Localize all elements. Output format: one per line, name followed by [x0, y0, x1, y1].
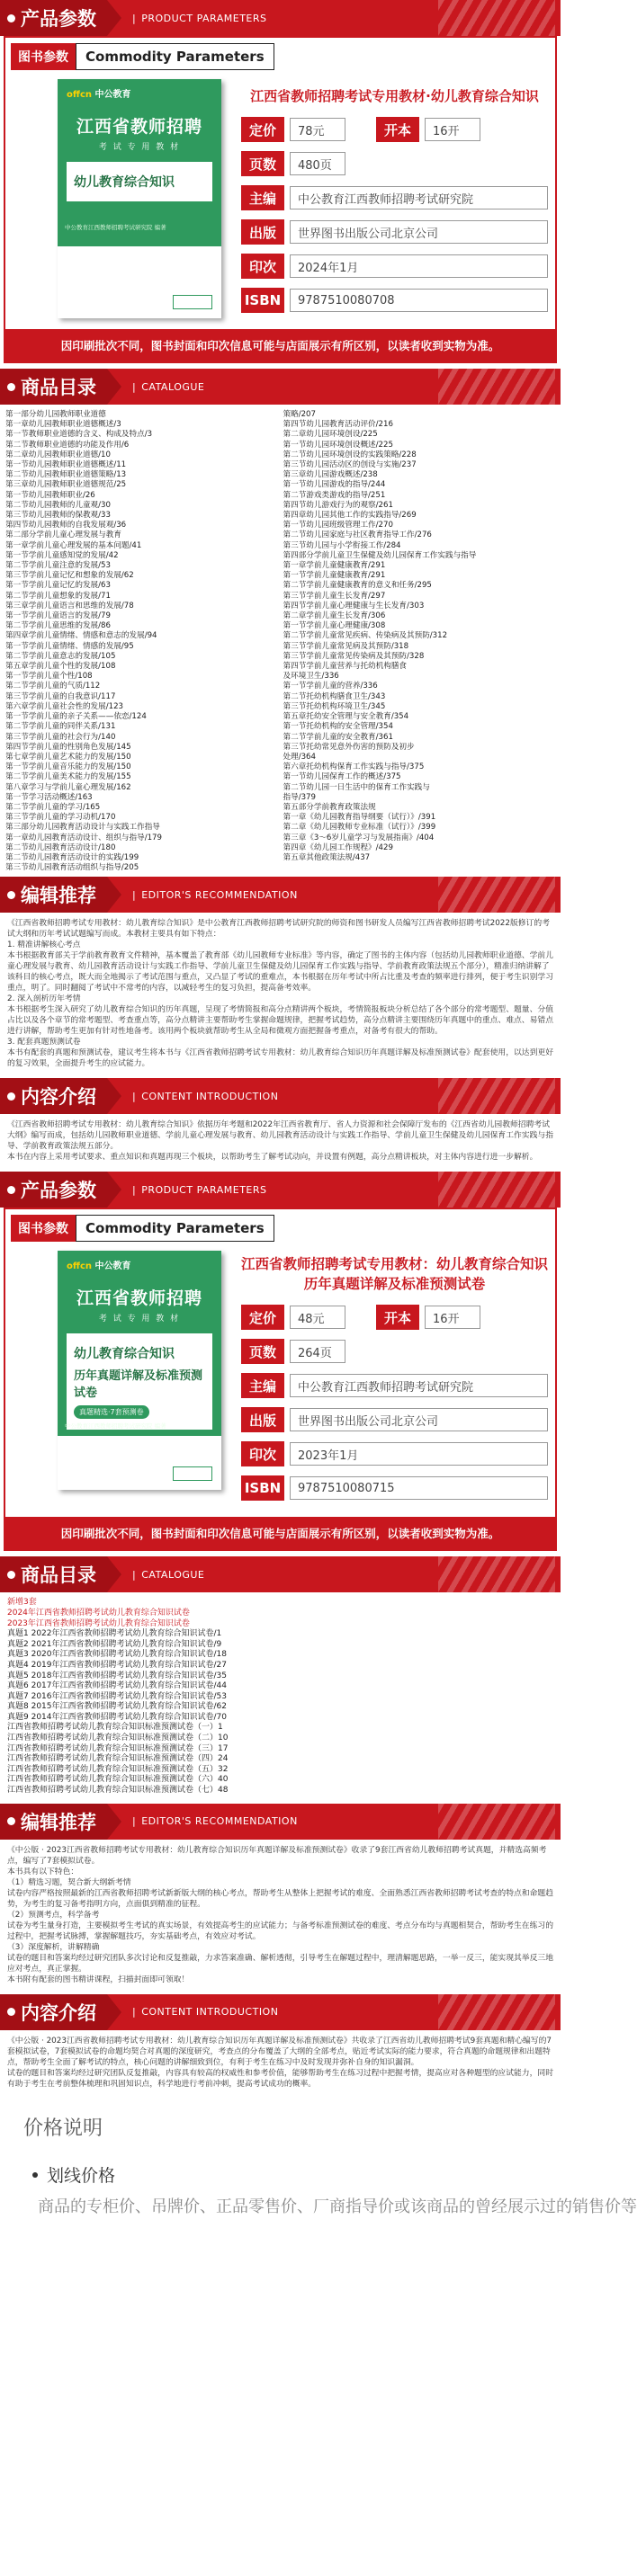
catalog-item: 第三节幼儿园与小学衔接工作/284 — [283, 540, 401, 550]
catalog-item: 第五章其他政策法规/437 — [283, 852, 371, 862]
section-title: 商品目录 — [21, 1564, 96, 1587]
section-title: 编辑推荐 — [21, 1811, 96, 1833]
cover-bottom-panel — [58, 1436, 221, 1490]
catalog-item: 第一节学前儿童个性/108 — [5, 672, 93, 682]
catalog-item: 第三节学前儿童的自我意识/117 — [5, 691, 116, 701]
book-info-1 — [241, 79, 548, 322]
catalog-item: 真题3 2020年江西省教师招聘考试幼儿教育综合知识试卷/18 — [7, 1650, 227, 1660]
catalog-item: 真题9 2014年江西省教师招聘考试幼儿教育综合知识试卷/70 — [7, 1712, 227, 1722]
catalog-item: 江西省教师招聘考试幼儿教育综合知识标准预测试卷（七）48 — [7, 1786, 229, 1796]
print-label: 印次 — [241, 1441, 284, 1466]
cover-pill: 真题精选·7套预测卷 — [74, 1405, 149, 1419]
catalog-item: 第二节游戏类游戏的指导/251 — [283, 490, 386, 500]
paragraph: 《中公版 · 2023江西省教师招聘考试专用教材：幼儿教育综合知识历年真题详解及标准预测试卷》共收录了江西省幼儿教师招聘考试9套真题和精心编写的7套模拟试卷，7套模拟试卷的命题均契合对真题的深度研究，考查点的分布覆盖了大纲的全部考点，贴近考试实际的能力要求，符合真题的命题规律和出题特点，帮助考生全面了解考试的特点，核心问题的讲解细致到位，有利于考生在练习中及时发现并弥补自身的知识漏洞。 — [7, 2036, 552, 2067]
catalog-item: 江西省教师招聘考试幼儿教育综合知识标准预测试卷（四）24 — [7, 1754, 229, 1764]
catalog-item: 第一章幼儿园教师职业道德概述/3 — [5, 420, 121, 430]
catalog-item: 第四章幼儿园其他工作的实践指导/269 — [283, 511, 417, 521]
catalog-item: 第二节幼儿园教师职业道德策略/13 — [5, 470, 127, 480]
publisher-logo: offcn 中公教育 — [67, 90, 131, 100]
section-subtitle: | EDITOR'S RECOMMENDATION — [132, 889, 298, 901]
paragraph: 本书根据考生深入研究了幼儿教育综合知识的历年真题，呈现了考情简报和高分点精讲两个板块，考情简报板块分析总结了各个部分的常考题型、题量、分值占比以及各个章节的常考题型、考查重点等，高分点精讲主要帮助考生掌握命题规律，把握考试趋势，高分点精讲主要围绕历年真题中的重点、难点、易错点进行讲解，帮助考生更加有针对性地备考。该用两个板块就帮助考生从全局和微观方面把握备考重点，对备考有很大的帮助。 — [7, 1005, 553, 1037]
publisher-label: 出版 — [241, 219, 284, 245]
bullet-dot-icon — [7, 1571, 15, 1579]
catalog-list-1 — [0, 405, 561, 877]
paragraph: 本书根据教育部关于学前教育教育文件精神，基本覆盖了教育部《幼儿园教师专业标准》等内容，确定了图书的主体内容（包括幼儿园教师职业道德、学前儿童心理发展与教育、幼儿园教育活动设计与实践工作指导、学前儿童卫生保健及幼儿园保育工作实践与指导、学前教育政策法规五个部分），精准归纳讲解了该科目的核心考点，既大而全地揭示了考试范围与重点，又凸显了考试的重难点，本书根据在历年考试中所占比重及考查的频率进行排列，便于考生识别学习重点，明了。同时翻阅了考试中不常考的内容，以减轻考生的复习负担，提高备考效率。 — [7, 951, 553, 994]
section-header-catalog — [0, 369, 561, 405]
catalog-item: 第四节学前儿童的性别角色发展/145 — [5, 742, 131, 752]
section-header-editor-2 — [0, 1804, 561, 1840]
section-title: 内容介绍 — [21, 2001, 96, 2024]
section-subtitle: | PRODUCT PARAMETERS — [132, 1184, 266, 1196]
editor-recommendation-2 — [0, 1840, 561, 1994]
bullet-dot-icon — [32, 2172, 38, 2178]
price-value: 48元 — [290, 1306, 345, 1329]
price-label: 定价 — [241, 1305, 284, 1330]
section-header-catalog-2 — [0, 1556, 561, 1592]
catalog-item: 第五章学前儿童个性的发展/108 — [5, 662, 116, 672]
catalog-item: 第二节幼儿园环境创设的实践策略/228 — [283, 450, 417, 459]
catalog-item: 第一章幼儿园教育活动设计、组织与指导/179 — [5, 833, 162, 842]
catalog-item: 第六章学前儿童社会性的发展/123 — [5, 701, 124, 711]
catalog-item: 真题1 2022年江西省教师招聘考试幼儿教育综合知识试卷/1 — [7, 1629, 222, 1639]
format-value: 16开 — [425, 1306, 480, 1329]
cover-subtitle: 考 试 专 用 教 材 — [98, 143, 181, 152]
catalog-item: 第四节幼儿园教育活动评价/216 — [283, 420, 393, 430]
catalog-item: 第四节幼儿园教师的自我发展观/36 — [5, 521, 127, 530]
cover-subject-box — [67, 1333, 212, 1430]
catalog-item: 第一章《幼儿园教育指导纲要（试行）》/391 — [283, 813, 436, 823]
bullet-dot-icon — [7, 14, 15, 22]
bullet-dot-icon — [7, 891, 15, 899]
book-cover-image[interactable] — [58, 1251, 221, 1490]
price-explanation-title: 价格说明 — [23, 2117, 103, 2140]
catalog-item: 第三节幼儿园活动区的创设与实施/237 — [283, 460, 417, 470]
catalog-item: 第三节学前儿童的学习动机/170 — [5, 813, 116, 823]
section-title: 商品目录 — [21, 377, 96, 398]
catalog-item: 第一节幼儿园教师职业道德概述/11 — [5, 460, 127, 470]
format-value: 16开 — [425, 118, 480, 141]
paragraph: 《中公版 · 2023江西省教师招聘考试专用教材：幼儿教育综合知识历年真题详解及标准预测试卷》收录了9套江西省幼儿教师招聘考试真题，并精选高频考点，编写了7套模拟试卷。 — [7, 1845, 547, 1866]
catalog-item: 第六章托幼机构保育工作实践与指导/375 — [283, 762, 425, 772]
bullet-dot-icon — [7, 1092, 15, 1101]
catalog-item: 第四节学前儿童心理健康与生长发育/303 — [283, 601, 425, 611]
catalog-item: 第二部分学前儿童心理发展与教育 — [5, 530, 121, 540]
catalog-item: 第五部分学前教育政策法规 — [283, 802, 376, 812]
catalog-item: 第一节学前儿童的营养/336 — [283, 682, 378, 691]
price-label: 定价 — [241, 117, 284, 142]
pages-label: 页数 — [241, 151, 284, 176]
paragraph: （1）精选习题，契合新大纲新考情 — [7, 1877, 131, 1887]
book-cover-image[interactable] — [58, 79, 221, 318]
section-subtitle: | CONTENT INTRODUCTION — [132, 2006, 278, 2018]
section-header-content-2 — [0, 1994, 561, 2030]
catalog-item: 第一节学前儿童健康教育/291 — [283, 571, 386, 581]
product-card-1 — [4, 36, 557, 363]
catalog-item: 江西省教师招聘考试幼儿教育综合知识标准预测试卷（五）32 — [7, 1764, 229, 1774]
catalog-item: 第二节幼儿园教育活动设计/180 — [5, 842, 116, 852]
notice-banner: 因印刷批次不同，图书封面和印次信息可能与店面展示有所区别，以读者收到实物为准。 — [5, 1517, 555, 1549]
catalog-item: 第四章学前儿童情绪、情感和意志的发展/94 — [5, 631, 157, 641]
catalog-item: 第一节幼儿园游戏的指导/244 — [283, 480, 386, 490]
catalog-item: 真题8 2015年江西省教师招聘考试幼儿教育综合知识试卷/62 — [7, 1702, 227, 1712]
print-label: 印次 — [241, 254, 284, 279]
catalog-item: 第一节学前儿童语言的发展/79 — [5, 611, 111, 621]
catalog-item: 第一章学前儿童心理发展的基本问题/41 — [5, 540, 142, 550]
section-header-editor — [0, 877, 561, 913]
catalog-item: 第二节学前儿童的安全教育/361 — [283, 732, 393, 742]
isbn-label: ISBN — [241, 288, 284, 313]
paragraph: （2）预测考点，科学备考 — [7, 1910, 100, 1920]
catalog-item: 第一节学前儿童情绪、情感的发展/95 — [5, 641, 134, 651]
catalog-item: 第一章学前儿童健康教育/291 — [283, 561, 386, 571]
paragraph: 3. 配套真题预测试卷 — [7, 1038, 81, 1047]
catalog-item: 第一节幼儿园环境创设概述/225 — [283, 440, 393, 450]
catalog-item: 第一节学前儿童的亲子关系——依恋/124 — [5, 712, 147, 722]
catalog-item: 第三章《3～6岁儿童学习与发展指南》/404 — [283, 833, 435, 842]
catalog-item: 策略/207 — [283, 410, 316, 419]
editor-value: 中公教育江西教师招聘考试研究院 — [290, 186, 548, 209]
notice-banner: 因印刷批次不同，图书封面和印次信息可能与店面展示有所区别，以读者收到实物为准。 — [5, 329, 555, 361]
editor-recommendation-1 — [0, 913, 561, 1078]
catalog-item: 第二节幼儿园教师的儿童观/30 — [5, 500, 111, 510]
paragraph: 试卷内容严格按照最新的江西省教师招聘考试新新版大纲的核心考点，帮助考生从整体上把握考试的难度、全面熟悉江西省教师招聘考试考查的特点和命题趋势，为考生的复习备考指明方向，点面俱到精准的征程。 — [7, 1888, 553, 1909]
pages-value: 480页 — [290, 152, 345, 175]
catalog-item: 第七章学前儿童艺术能力的发展/150 — [5, 752, 131, 762]
catalog-item: 第二节学前儿童的同伴关系/131 — [5, 722, 116, 732]
catalog-item: 第一节幼儿园教师职业/26 — [5, 490, 95, 500]
book-title: 江西省教师招聘考试专用教材·幼儿教育综合知识 — [250, 88, 539, 104]
isbn-value: 9787510080708 — [290, 289, 548, 312]
image-tag-cn: 图书参数 — [11, 43, 76, 70]
paragraph: （3）深度解析，讲解精确 — [7, 1942, 100, 1952]
section-title: 产品参数 — [21, 1180, 96, 1202]
catalog-item: 处理/364 — [283, 752, 316, 762]
catalog-item: 第二节学前儿童注意的发展/53 — [5, 561, 111, 571]
catalog-item: 第三节托幼机构环境卫生/345 — [283, 701, 386, 711]
catalog-item: 第三部分幼儿园教育活动设计与实践工作指导 — [5, 823, 160, 833]
editor-value: 中公教育江西教师招聘考试研究院 — [290, 1374, 548, 1397]
catalog-item: 真题6 2017年江西省教师招聘考试幼儿教育综合知识试卷/44 — [7, 1681, 227, 1691]
bullet-dot-icon — [7, 1186, 15, 1194]
catalog-item: 第三节学前儿童常见传染病及其预防/328 — [283, 651, 425, 661]
catalog-item: 第一节学前儿童心理健康/308 — [283, 621, 386, 631]
cover-title: 江西省教师招聘 — [76, 1288, 202, 1309]
paragraph: 本书有配套的真题和预测试卷，建议考生将本书与《江西省教师招聘考试专用教材：幼儿教育综合知识历年真题详解及标准预测试卷》配套使用，以达到更好的复习效果，全面提升考生的应试能力。 — [7, 1048, 553, 1069]
image-tag-en: Commodity Parameters — [76, 43, 274, 70]
catalog-item: 第二章幼儿园环境创设/225 — [283, 430, 378, 440]
price-value: 78元 — [290, 118, 345, 141]
catalog-item: 第三节学前儿童生长发育/297 — [283, 591, 386, 601]
catalog-item: 第三节学前儿童记忆和想象的发展/62 — [5, 571, 134, 581]
catalog-item: 真题4 2019年江西省教师招聘考试幼儿教育综合知识试卷/27 — [7, 1660, 227, 1670]
format-label: 开本 — [376, 117, 419, 142]
catalog-item: 第二节托幼机构膳食卫生/343 — [283, 691, 386, 701]
paragraph: 试卷的题目和答案均经过研究团队反复推敲，内容具有较高的权威性和参考价值，能够帮助考生在练习过程中把握考情，提高应对各种题型的应试能力，同时有助于考生在考前整体梳理和巩固知识点，科学地进行考前冲刺，提高考试成功的概率。 — [7, 2068, 553, 2089]
catalog-item: 第一节学习活动概述/163 — [5, 792, 93, 802]
image-tag-en: Commodity Parameters — [76, 1215, 274, 1242]
isbn-label: ISBN — [241, 1475, 284, 1501]
paragraph: 1. 精准讲解核心考点 — [7, 940, 81, 950]
catalog-item: 第三节幼儿园教育活动组织与指导/205 — [5, 863, 139, 873]
section-title: 内容介绍 — [21, 1086, 96, 1109]
cover-author-line: 中公教育江西教师招聘考试研究院 编著 — [65, 1422, 166, 1431]
section-subtitle: | CATALOGUE — [132, 1569, 204, 1581]
image-tag — [11, 43, 274, 70]
bullet-dot-icon — [7, 383, 15, 391]
catalog-item: 真题7 2016年江西省教师招聘考试幼儿教育综合知识试卷/53 — [7, 1691, 227, 1701]
image-tag — [11, 1215, 274, 1242]
decorative-stripes-icon — [438, 1804, 555, 1840]
price-heading-text: 划线价格 — [47, 2166, 116, 2187]
paragraph: 2. 深入剖析历年考情 — [7, 994, 81, 1004]
section-subtitle: | PRODUCT PARAMETERS — [132, 13, 266, 24]
catalog-list-2 — [0, 1592, 561, 1803]
isbn-value: 9787510080715 — [290, 1476, 548, 1500]
decorative-stripes-icon — [438, 877, 555, 913]
catalog-item: 江西省教师招聘考试幼儿教育综合知识标准预测试卷（三）17 — [7, 1743, 229, 1753]
catalog-item: 新增3套 — [7, 1598, 37, 1608]
catalog-item: 第一节学前儿童记忆的发展/63 — [5, 581, 111, 591]
catalog-item: 及环境卫生/336 — [283, 672, 339, 682]
catalog-item: 第四部分学前儿童卫生保健及幼儿园保育工作实践与指导 — [283, 550, 477, 560]
paragraph: 《江西省教师招聘考试专用教材：幼儿教育综合知识》是中公教育江西教师招聘考试研究院的师资和图书研发人员编写江西省教师招聘考试2022版修订的考试大纲和历年考试试题编写而成。本教材主要具有如下特点： — [7, 919, 550, 940]
paragraph: 试卷的题目和答案均经过研究团队多次讨论和反复推敲，力求答案准确、解析透彻，引导考生在解题过程中，理清解题思路，一举一反三，能实现其举反三地应对考点，真正掌握。 — [7, 1953, 553, 1974]
catalog-item: 第二节学前儿童美术能力的发展/155 — [5, 772, 131, 782]
catalog-item: 江西省教师招聘考试幼儿教育综合知识标准预测试卷（一）1 — [7, 1723, 223, 1733]
catalog-item: 第一节学前儿童感知觉的发展/42 — [5, 550, 119, 560]
catalog-item: 第三节幼儿园教师的保教观/33 — [5, 511, 111, 521]
section-subtitle: | EDITOR'S RECOMMENDATION — [132, 1815, 298, 1827]
cover-subtitle: 考 试 专 用 教 材 — [98, 1315, 181, 1324]
catalog-item: 江西省教师招聘考试幼儿教育综合知识标准预测试卷（六）40 — [7, 1775, 229, 1785]
paragraph: 《江西省教师招聘考试专用教材：幼儿教育综合知识》依据历年考题和2022年江西省教育厅、省人力资源和社会保障厅发布的《江西省幼儿园教师招聘考试大纲》编写而成，包括幼儿园教师职业道德、学前儿童心理发展与教育、幼儿园教育活动设计与实践工作指导、学前儿童卫生保健及幼儿园保育工作实践与指导、学前教育政策法规五部分。 — [7, 1120, 553, 1152]
catalog-item: 江西省教师招聘考试幼儿教育综合知识标准预测试卷（二）10 — [7, 1734, 229, 1743]
catalog-item: 第一节教师职业道德的含义、构成及特点/3 — [5, 430, 153, 440]
catalog-item: 真题2 2021年江西省教师招聘考试幼儿教育综合知识试卷/9 — [7, 1639, 222, 1649]
catalog-item: 第二节学前儿童思维的发展/86 — [5, 621, 111, 631]
catalog-column-left — [5, 410, 278, 873]
paragraph: 试卷为考生量身打造，主要模拟考生考试的真实场景，有效提高考生的应试能力；与备考标准预测试卷的难度、考点分布均与真题相契合，帮助考生在练习的过程中，把握考试脉搏，掌握解题技巧，夯实基础考点，有效应对考试。 — [7, 1921, 553, 1941]
catalog-item: 第二节幼儿园教育活动设计的实践/199 — [5, 852, 139, 862]
catalog-item: 第三章幼儿园游戏概述/238 — [283, 470, 378, 480]
section-header-product-params-2 — [0, 1172, 561, 1208]
image-tag-cn: 图书参数 — [11, 1215, 76, 1242]
section-header-content — [0, 1078, 561, 1114]
catalog-item: 第二章学前儿童生长发育/306 — [283, 611, 386, 621]
catalog-item: 第三节学前儿童常见病及其预防/318 — [283, 641, 409, 651]
publisher-label: 出版 — [241, 1407, 284, 1432]
book-title: 江西省教师招聘考试专用教材：幼儿教育综合知识历年真题详解及标准预测试卷 — [241, 1256, 549, 1293]
paragraph: 本书在内容上采用考试要求、重点知识和真题再现三个板块，以帮助考生了解考试动向，并设置有例题，高分点精讲板块，对主体内容进行进一步解析。 — [7, 1153, 538, 1163]
content-introduction-2 — [0, 2030, 561, 2099]
catalog-item: 指导/379 — [283, 792, 316, 802]
catalog-item: 第二节学前儿童意志的发展/105 — [5, 651, 116, 661]
format-label: 开本 — [376, 1305, 419, 1330]
catalog-item: 2024年江西省教师招聘考试幼儿教育综合知识试卷 — [7, 1608, 190, 1618]
cover-subject-box — [67, 162, 212, 201]
section-title: 编辑推荐 — [21, 885, 96, 907]
print-value: 2023年1月 — [290, 1442, 548, 1466]
bullet-dot-icon — [7, 1817, 15, 1825]
catalog-item: 第四节学前儿童营养与托幼机构膳食 — [283, 662, 408, 672]
publisher-value: 世界图书出版公司北京公司 — [290, 1408, 548, 1431]
pages-value: 264页 — [290, 1340, 345, 1363]
section-subtitle: | CONTENT INTRODUCTION — [132, 1091, 278, 1102]
editor-label: 主编 — [241, 185, 284, 210]
catalog-item: 2023年江西省教师招聘考试幼儿教育综合知识试卷 — [7, 1618, 190, 1628]
editor-label: 主编 — [241, 1373, 284, 1398]
cover-subject: 幼儿教育综合知识 — [74, 1347, 175, 1362]
cover-author-line: 中公教育江西教师招聘考试研究院 编著 — [65, 224, 166, 231]
price-explanation-text: 商品的专柜价、吊牌价、正品零售价、厂商指导价或该商品的曾经展示过的销售价等 — [38, 2197, 637, 2216]
press-logo-icon — [173, 295, 212, 309]
catalog-item: 第三章学前儿童语言和思维的发展/78 — [5, 601, 134, 611]
publisher-value: 世界图书出版公司北京公司 — [290, 220, 548, 244]
catalog-item: 第二章幼儿园教师职业道德/10 — [5, 450, 111, 459]
print-value: 2024年1月 — [290, 254, 548, 278]
catalog-item: 第二节幼儿园家庭与社区教育指导工作/276 — [283, 530, 432, 540]
catalog-item: 第二节学前儿童想象的发展/71 — [5, 591, 111, 601]
decorative-stripes-icon — [438, 369, 555, 405]
catalog-item: 第一节幼儿园保育工作的概述/375 — [283, 772, 401, 782]
catalog-item: 第二节学前儿童的学习/165 — [5, 802, 101, 812]
catalog-item: 第四章《幼儿园工作规程》/429 — [283, 842, 393, 852]
paragraph: 本书附有配套的图书精讲课程，扫描封面即可领取！ — [7, 1974, 190, 1984]
decorative-stripes-icon — [438, 1172, 555, 1208]
section-title: 产品参数 — [21, 8, 96, 30]
cover-subject: 幼儿教育综合知识 — [74, 175, 175, 190]
cover-title: 江西省教师招聘 — [76, 117, 202, 137]
section-header-product-params — [0, 0, 561, 36]
catalog-item: 第二节学前儿童的气质/112 — [5, 682, 101, 691]
catalog-item: 第三章幼儿园教师职业道德规范/25 — [5, 480, 127, 490]
decorative-stripes-icon — [438, 1078, 555, 1114]
bullet-dot-icon — [7, 2008, 15, 2016]
paragraph: 本书具有以下特色： — [7, 1867, 79, 1876]
catalog-item: 第一部分幼儿园教师职业道德 — [5, 410, 106, 419]
catalog-item: 第四节幼儿游戏行为的观察/261 — [283, 500, 393, 510]
catalog-item: 第二章《幼儿园教师专业标准（试行）》/399 — [283, 823, 436, 833]
price-heading — [0, 2154, 561, 2187]
decorative-stripes-icon — [438, 1994, 555, 2030]
publisher-logo: offcn 中公教育 — [67, 1261, 131, 1272]
catalog-item: 第二节学前儿童健康教育的意义和任务/295 — [283, 581, 432, 591]
catalog-item: 第一节幼儿园班级管理工作/270 — [283, 521, 393, 530]
catalog-item: 第二节学前儿童常见疾病、传染病及其预防/312 — [283, 631, 448, 641]
pages-label: 页数 — [241, 1339, 284, 1364]
catalog-item: 第三节学前儿童的社会行为/140 — [5, 732, 116, 742]
catalog-item: 第八章学习与学前儿童心理发展/162 — [5, 782, 131, 792]
cover-subject-extra: 历年真题详解及标准预测试卷 — [74, 1369, 203, 1401]
section-subtitle: | CATALOGUE — [132, 381, 204, 393]
decorative-stripes-icon — [438, 1556, 555, 1592]
catalog-item: 第二节幼儿园一日生活中的保育工作实践与 — [283, 782, 430, 792]
content-introduction-1 — [0, 1114, 561, 1172]
catalog-item: 第一节学前儿童音乐能力的发展/150 — [5, 762, 131, 772]
book-info-2 — [241, 1251, 548, 1510]
catalog-item: 第一节托幼机构的安全管理/354 — [283, 722, 393, 732]
catalog-item: 第二节教师职业道德的功能及作用/6 — [5, 440, 130, 450]
catalog-column-right — [278, 410, 556, 873]
product-card-2 — [4, 1208, 557, 1551]
catalog-item: 第三节托幼常见意外伤害的预防及初步 — [283, 742, 415, 752]
catalog-item: 第五章托幼安全管理与安全教育/354 — [283, 712, 409, 722]
decorative-stripes-icon — [438, 0, 555, 36]
press-logo-icon — [173, 1466, 212, 1481]
catalog-item: 真题5 2018年江西省教师招聘考试幼儿教育综合知识试卷/35 — [7, 1671, 227, 1680]
